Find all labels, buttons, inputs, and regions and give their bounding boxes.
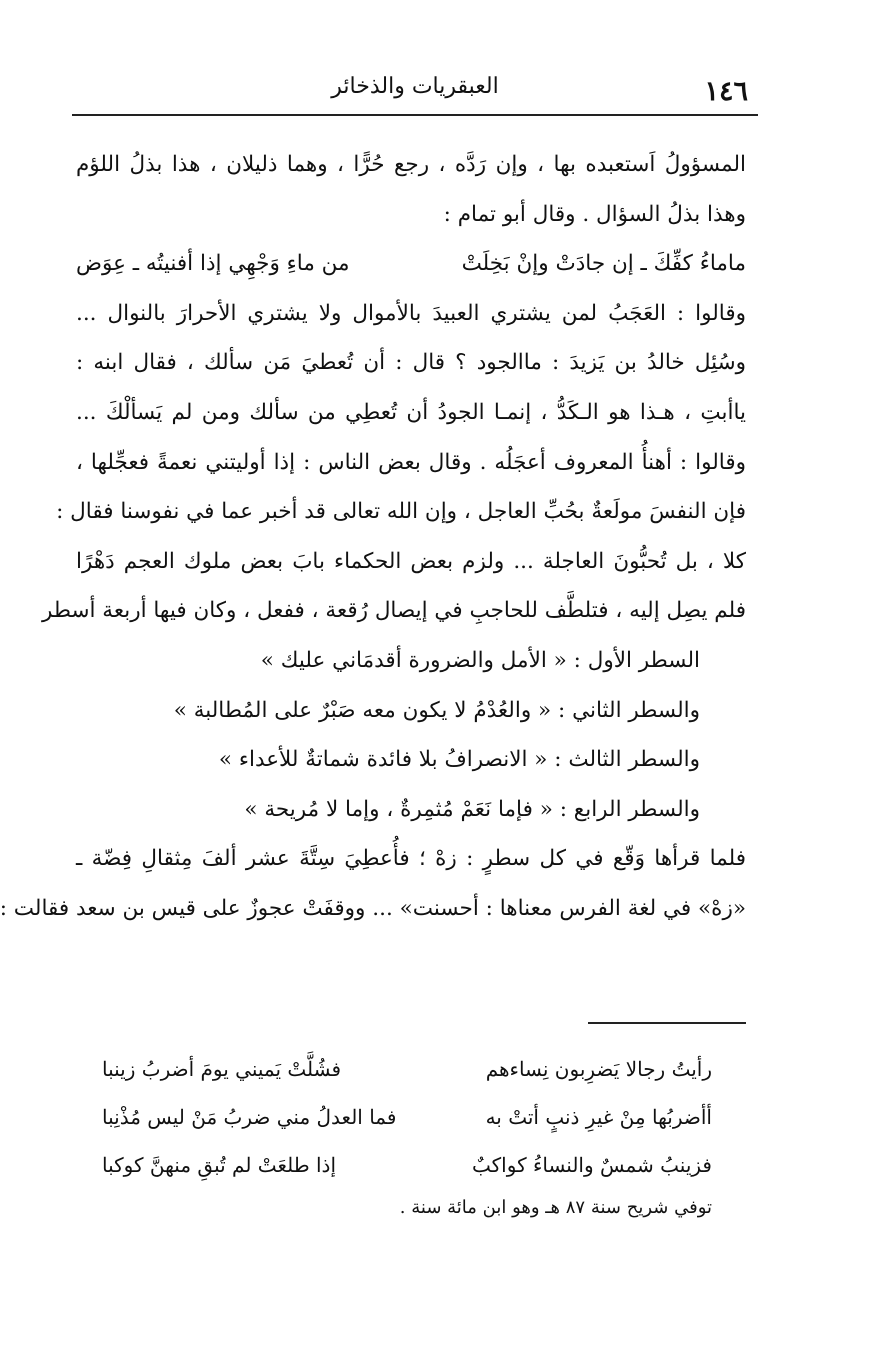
text-line: وسُئِل خالدُ بن يَزيدَ : ماالجود ؟ قال : أن تُعطيَ مَن سألك ، فقال ابنه : [76, 350, 746, 376]
main-text [0, 140, 746, 934]
letter-lines [76, 636, 746, 834]
text-line: وقالوا : العَجَبُ لمن يشتري العبيدَ بالأموال ولا يشتري الأحرارَ بالنوال ... [76, 300, 746, 326]
poem-verse [76, 239, 746, 289]
header-rule [72, 114, 758, 116]
verse-second-hemistich: فما العدلُ مني ضربُ مَنْ ليس مُذْنِبا [102, 1105, 397, 1129]
verse-first-hemistich: ماماءُ كفِّكَ ـ إن جادَتْ وإنْ بَخِلَتْ [461, 251, 746, 277]
text-line: وقالوا : أهنأُ المعروف أعجَلُه . وقال بعض الناس : إذا أوليتني نعمةً فعجِّلها ، [76, 449, 746, 475]
footnote-note: توفي شريح سنة ٨٧ هـ وهو ابن مائة سنة . [399, 1197, 712, 1218]
letter-line: والسطر الرابع : « فإما نَعَمْ مُثمِرةٌ ، وإما لا مُريحة » [244, 796, 700, 822]
verse-first-hemistich: فزينبُ شمسٌ والنساءُ كواكبٌ [472, 1153, 712, 1177]
text-line: فإن النفسَ مولَعةٌ بحُبِّ العاجل ، وإن الله تعالى قد أخبر عما في نفوسنا فقال : [56, 499, 746, 525]
text-line: المسؤولُ اَستعبده بها ، وإن رَدَّه ، رجع حُرًّا ، وهما ذليلان ، هذا بذلُ اللؤم [76, 152, 746, 177]
text-line: كلا ، بل تُحبُّونَ العاجلة ... ولزم بعض الحكماء بابَ بعض ملوك العجم دَهْرًا [76, 548, 746, 574]
verse-second-hemistich: فشُلَّتْ يَميني يومَ أضربُ زينبا [102, 1057, 342, 1081]
footnotes [102, 1045, 712, 1227]
page-header [72, 68, 758, 108]
text-line: وهذا بذلُ السؤال . وقال أبو تمام : [443, 201, 746, 227]
footnote-verse [102, 1141, 712, 1189]
footnote-verse [102, 1093, 712, 1141]
footnote-rule [588, 1022, 746, 1024]
verse-second-hemistich: من ماءِ وَجْهِي إذا أفنيتُه ـ عِوَض [76, 251, 350, 277]
letter-line: والسطر الثاني : « والعُدْمُ لا يكون معه صَبْرٌ على المُطالبة » [173, 697, 700, 723]
verse-second-hemistich: إذا طلعَتْ لم تُبقِ منهنَّ كوكبا [102, 1153, 337, 1177]
verse-first-hemistich: رأيتُ رجالا يَضرِبون نِساءهم [485, 1057, 712, 1081]
letter-line: السطر الأول : « الأمل والضرورة أقدمَاني عليك » [260, 647, 700, 673]
verse-first-hemistich: أأضربُها مِنْ غيرِ ذنبٍ أتتْ به [485, 1105, 712, 1129]
letter-line: والسطر الثالث : « الانصرافُ بلا فائدة شماتةٌ للأعداء » [218, 747, 700, 773]
text-line: «زهْ» في لغة الفرس معناها : أحسنت» ... ووقفَتْ عجوزٌ على قيس بن سعد فقالت : [0, 895, 746, 921]
text-line: فلم يصِل إليه ، فتلطَّف للحاجبِ في إيصال رُقعة ، ففعل ، وكان فيها أربعة أسطر [41, 598, 746, 624]
page-number: ١٤٦ [704, 76, 748, 107]
running-title: العبقريات والذخائر [331, 74, 499, 99]
text-line: ياأبتِ ، هـذا هو الـكَدُّ ، إنمـا الجودُ أن تُعطِي من سألك ومن لم يَسألْكَ ... [76, 399, 746, 425]
text-line: فلما قرأها وَقّع في كل سطرٍ : زهْ ؛ فأُعطِيَ سِتَّةَ عشر ألفَ مِثقالِ فِضّة ـ [76, 846, 746, 872]
footnote-verse [102, 1045, 712, 1093]
